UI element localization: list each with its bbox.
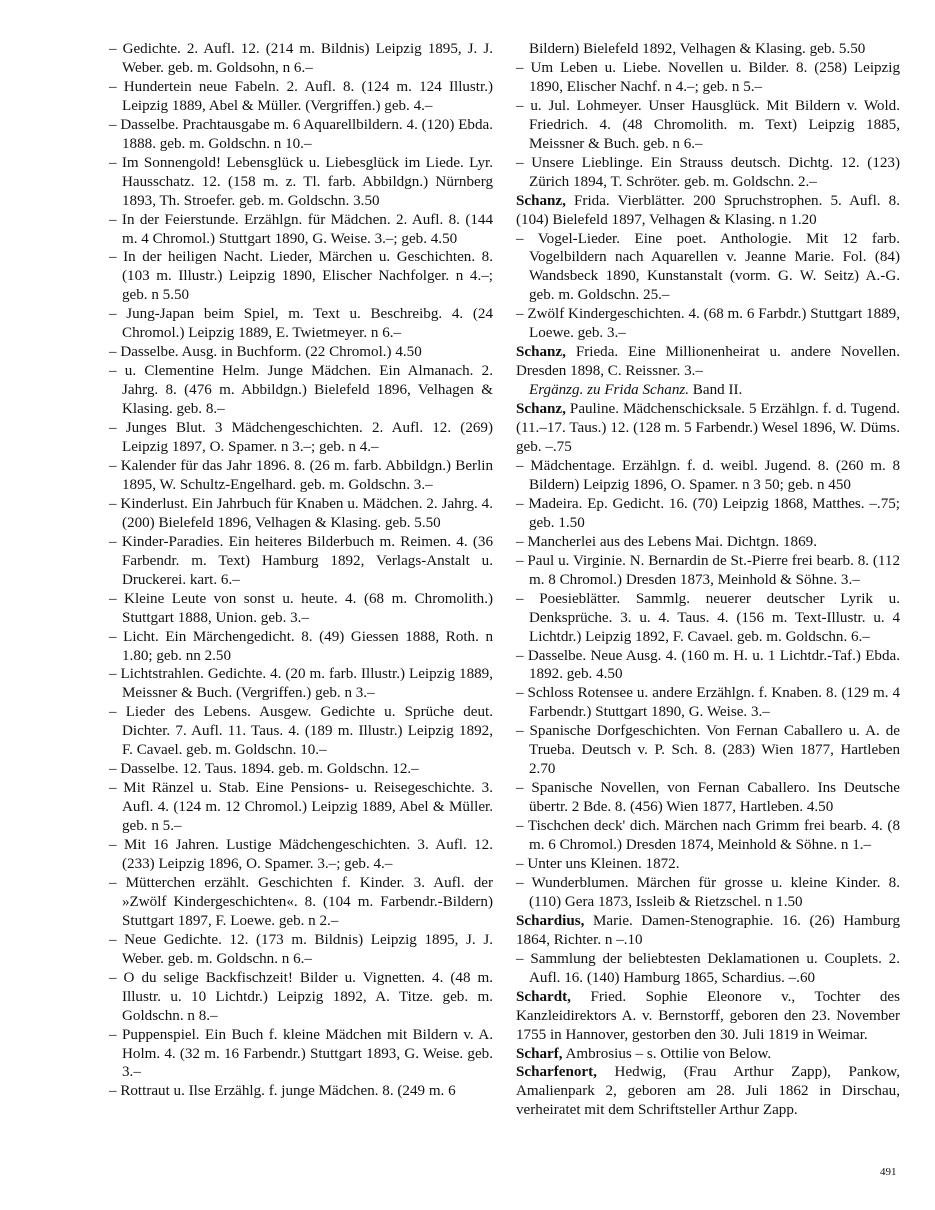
entry-text: – Kinder-Paradies. Ein heiteres Bilderbuch m. Reimen. 4. (36 Farbendr. m. Text) Hamburg 1892, Verlags-Anstalt u. Druckerei. kart. 6.– <box>109 533 493 588</box>
bibliography-entry <box>109 78 493 116</box>
author-name: Schanz, <box>516 344 566 361</box>
entry-text: – In der heiligen Nacht. Lieder, Märchen u. Geschichten. 8. (103 m. Illustr.) Leipzig 1890, Elischer Nachfolger. n 4.–; geb. n 5.50 <box>109 249 493 304</box>
bibliography-entry <box>516 343 900 381</box>
entry-text: – Zwölf Kindergeschichten. 4. (68 m. 6 Farbdr.) Stuttgart 1889, Loewe. geb. 3.– <box>516 306 900 342</box>
bibliography-entry <box>109 590 493 628</box>
entry-text: – Mit 16 Jahren. Lustige Mädchengeschichten. 3. Aufl. 12. (233) Leipzig 1896, O. Spamer. 3.–; geb. 4.– <box>109 837 493 872</box>
entry-text: – Mancherlei aus des Lebens Mai. Dichtgn. 1869. <box>516 533 817 550</box>
entry-text: – Licht. Ein Märchengedicht. 8. (49) Giessen 1888, Roth. n 1.80; geb. nn 2.50 <box>109 628 493 664</box>
entry-text: Fried. Sophie Eleonore v., Tochter des Kanzleidirektors A. v. Bernstorff, geboren den 23. November 1755 in Hannover, gestorben den 30. Juli 1819 in Weimar. <box>516 988 900 1043</box>
bibliography-entry <box>109 248 493 305</box>
entry-text: – Dasselbe. 12. Taus. 1894. geb. m. Goldschn. 12.– <box>109 761 419 778</box>
bibliography-entry <box>109 533 493 590</box>
entry-text: – Junges Blut. 3 Mädchengeschichten. 2. Aufl. 12. (269) Leipzig 1897, O. Spamer. n 3.–; geb. n 4.– <box>109 420 493 456</box>
entry-text: – Schloss Rotensee u. andere Erzählgn. f. Knaben. 8. (129 m. 4 Farbendr.) Stuttgart 1890, G. Weise. 3.– <box>516 685 900 721</box>
bibliography-entry <box>109 836 493 874</box>
bibliography-entry <box>516 1063 900 1120</box>
entry-text: – Unsere Lieblinge. Ein Strauss deutsch. Dichtg. 12. (123) Zürich 1894, T. Schröter. geb. m. Goldschn. 2.– <box>516 154 900 190</box>
entry-text: – Puppenspiel. Ein Buch f. kleine Mädchen mit Bildern v. A. Holm. 4. (32 m. 16 Farbendr.) Stuttgart 1893, G. Weise. geb. 3.– <box>109 1026 493 1081</box>
entry-text: – Dasselbe. Prachtausgabe m. 6 Aquarellbildern. 4. (120) Ebda. 1888. geb. m. Goldschn. n 10.– <box>109 116 493 152</box>
bibliography-entry <box>109 40 493 78</box>
bibliography-entry <box>109 760 493 779</box>
bibliography-entry <box>109 1026 493 1083</box>
entry-text: Marie. Damen-Stenographie. 16. (26) Hamburg 1864, Richter. n –.10 <box>516 912 900 948</box>
cross-reference: Ergänzg. zu Frida Schanz. <box>529 382 690 399</box>
bibliography-entry <box>109 969 493 1026</box>
entry-text: – Dasselbe. Neue Ausg. 4. (160 m. H. u. 1 Lichtdr.-Taf.) Ebda. 1892. geb. 4.50 <box>516 647 900 683</box>
bibliography-entry <box>109 874 493 931</box>
entry-text: Hedwig, (Frau Arthur Zapp), Pankow, Amalienpark 2, geboren am 28. Juli 1862 in Dirschau, verheiratet mit dem Schriftsteller Arthur Zapp. <box>516 1064 900 1119</box>
entry-text: – Mit Ränzel u. Stab. Eine Pensions- u. Reisegeschichte. 3. Aufl. 4. (124 m. 12 Chromol.) Leipzig 1889, Abel & Müller. geb. n 5.– <box>109 780 493 835</box>
bibliography-entry <box>516 817 900 855</box>
entry-text: – Wunderblumen. Märchen für grosse u. kleine Kinder. 8. (110) Gera 1873, Issleib & Rietzschel. n 1.50 <box>516 874 900 910</box>
bibliography-entry <box>516 305 900 343</box>
entry-text: – Spanische Novellen, von Fernan Caballero. Ins Deutsche übertr. 2 Bde. 8. (456) Wien 1877, Hartleben. 4.50 <box>516 780 900 816</box>
page-number: 491 <box>880 1166 897 1178</box>
bibliography-entry <box>109 457 493 495</box>
bibliography-entry <box>516 912 900 950</box>
author-name: Schanz, <box>516 401 566 418</box>
entry-text: Bildern) Bielefeld 1892, Velhagen & Klasing. geb. 5.50 <box>529 41 866 57</box>
entry-text: – Spanische Dorfgeschichten. Von Fernan Caballero u. A. de Trueba. Deutsch v. P. Sch. 8. (283) Wien 1877, Hartleben 2.70 <box>516 723 900 778</box>
bibliography-entry <box>109 703 493 760</box>
bibliography-entry <box>109 154 493 211</box>
entry-text: – u. Jul. Lohmeyer. Unser Hausglück. Mit Bildern v. Wold. Friedrich. 4. (48 Chromolith. m. Text) Leipzig 1885, Meissner & Buch. geb. n 6.– <box>516 97 900 152</box>
entry-text: – Mütterchen erzählt. Geschichten f. Kinder. 3. Aufl. der »Zwölf Kindergeschichten«. 8. (104 m. Farbendr.-Bildern) Stuttgart 1897, F. Loewe. geb. n 2.– <box>109 874 493 929</box>
bibliography-entry <box>516 381 900 400</box>
bibliography-entry <box>109 419 493 457</box>
bibliography-entry <box>516 97 900 154</box>
bibliography-entry <box>516 684 900 722</box>
bibliography-entry <box>109 211 493 249</box>
entry-text: – Lichtstrahlen. Gedichte. 4. (20 m. farb. Illustr.) Leipzig 1889, Meissner & Buch. (Vergriffen.) geb. n 3.– <box>109 666 493 702</box>
bibliography-entry <box>516 779 900 817</box>
bibliography-entry <box>516 647 900 685</box>
bibliography-entry <box>109 665 493 703</box>
entry-text: Pauline. Mädchenschicksale. 5 Erzählgn. f. d. Tugend. (11.–17. Taus.) 12. (128 m. 5 Farbendr.) Wesel 1896, W. Düms. geb. –.75 <box>516 401 900 456</box>
entry-text: – Paul u. Virginie. N. Bernardin de St.-Pierre frei bearb. 8. (112 m. 8 Chromol.) Dresden 1873, Meinhold & Söhne. 3.– <box>516 552 900 588</box>
bibliography-entry <box>516 874 900 912</box>
entry-text: – Poesieblätter. Sammlg. neuerer deutscher Lyrik u. Denksprüche. 3. u. 4. Taus. 4. (156 m. Text-Illustr. u. 4 Lichtdr.) Leipzig 1892, F. Cavael. geb. m. Goldschn. 6.– <box>516 590 900 645</box>
entry-text: – Kleine Leute von sonst u. heute. 4. (68 m. Chromolith.) Stuttgart 1888, Union. geb. 3.– <box>109 590 493 626</box>
entry-text: – Gedichte. 2. Aufl. 12. (214 m. Bildnis) Leipzig 1895, J. J. Weber. geb. m. Goldsohn, n 6.– <box>109 41 493 76</box>
entry-text: – Kinderlust. Ein Jahrbuch für Knaben u. Mädchen. 2. Jahrg. 4. (200) Bielefeld 1896, Velhagen & Klasing. geb. 5.50 <box>109 495 493 531</box>
bibliography-entry <box>516 722 900 779</box>
author-name: Schardt, <box>516 988 571 1005</box>
entry-text: Frida. Vierblätter. 200 Spruchstrophen. 5. Aufl. 8. (104) Bielefeld 1897, Velhagen & Klasing. n 1.20 <box>516 192 900 228</box>
entry-text: – Neue Gedichte. 12. (173 m. Bildnis) Leipzig 1895, J. J. Weber. geb. m. Goldschn. n 6.– <box>109 931 493 967</box>
bibliography-entry <box>516 154 900 192</box>
bibliography-entry <box>516 40 900 59</box>
entry-text: – Rottraut u. Ilse Erzählg. f. junge Mädchen. 8. (249 m. 6 <box>109 1083 456 1100</box>
left-column <box>109 40 493 1101</box>
entry-text: – Dasselbe. Ausg. in Buchform. (22 Chromol.) 4.50 <box>109 344 422 361</box>
entry-text: Ambrosius – s. Ottilie von Below. <box>562 1045 772 1062</box>
entry-text: – Im Sonnengold! Lebensglück u. Liebesglück im Liede. Lyr. Hausschatz. 12. (158 m. z. Tl. farb. Abbildgn.) Nürnberg 1893, Th. Stroefer. geb. m. Goldschn. 3.50 <box>109 154 493 209</box>
bibliography-entry <box>516 457 900 495</box>
entry-text: – Madeira. Ep. Gedicht. 16. (70) Leipzig 1868, Matthes. –.75; geb. 1.50 <box>516 495 900 531</box>
author-name: Scharf, <box>516 1045 563 1062</box>
bibliography-entry <box>516 192 900 230</box>
bibliography-entry <box>516 400 900 457</box>
author-name: Scharfenort, <box>516 1064 597 1081</box>
author-name: Schanz, <box>516 192 566 209</box>
bibliography-entry <box>109 305 493 343</box>
entry-text: – Um Leben u. Liebe. Novellen u. Bilder. 8. (258) Leipzig 1890, Elischer Nachf. n 4.–; geb. n 5.– <box>516 59 900 95</box>
entry-text: – u. Clementine Helm. Junge Mädchen. Ein Almanach. 2. Jahrg. 8. (476 m. Abbildgn.) Bielefeld 1896, Velhagen & Klasing. geb. 8.– <box>109 363 493 418</box>
entry-text: – In der Feierstunde. Erzählgn. für Mädchen. 2. Aufl. 8. (144 m. 4 Chromol.) Stuttgart 1890, G. Weise. 3.–; geb. 4.50 <box>109 211 493 247</box>
bibliography-entry <box>516 59 900 97</box>
bibliography-entry <box>516 950 900 988</box>
bibliography-entry <box>109 1082 493 1101</box>
bibliography-entry <box>516 590 900 647</box>
entry-text: – Lieder des Lebens. Ausgew. Gedichte u. Sprüche deut. Dichter. 7. Aufl. 11. Taus. 4. (189 m. Illustr.) Leipzig 1892, F. Cavael. geb. m. Goldschn. 10.– <box>109 704 493 759</box>
bibliography-entry <box>516 988 900 1045</box>
entry-text: Frieda. Eine Millionenheirat u. andere Novellen. Dresden 1898, C. Reissner. 3.– <box>516 344 900 380</box>
bibliography-entry <box>516 495 900 533</box>
entry-text: Band II. <box>689 382 743 399</box>
bibliography-entry <box>516 230 900 306</box>
bibliography-entry <box>516 552 900 590</box>
entry-text: – Vogel-Lieder. Eine poet. Anthologie. Mit 12 farb. Vogelbildern nach Aquarellen v. Jeanne Marie. Fol. (84) Wandsbeck 1890, Kunstanstalt (vorm. G. W. Seitz) A.-G. geb. m. Goldschn. 25.– <box>516 230 900 304</box>
entry-text: – Tischchen deck' dich. Märchen nach Grimm frei bearb. 4. (8 m. 6 Chromol.) Dresden 1874, Meinhold & Söhne. n 1.– <box>516 818 900 854</box>
author-name: Schardius, <box>516 912 585 929</box>
bibliography-entry <box>109 779 493 836</box>
bibliography-entry <box>109 628 493 666</box>
entry-text: – Hundertein neue Fabeln. 2. Aufl. 8. (124 m. 124 Illustr.) Leipzig 1889, Abel & Müller. (Vergriffen.) geb. 4.– <box>109 78 493 114</box>
bibliography-entry <box>109 362 493 419</box>
entry-text: – Mädchentage. Erzählgn. f. d. weibl. Jugend. 8. (260 m. 8 Bildern) Leipzig 1896, O. Spamer. n 3 50; geb. n 450 <box>516 457 900 493</box>
entry-text: – O du selige Backfischzeit! Bilder u. Vignetten. 4. (48 m. Illustr. u. 10 Lichtdr.) Leipzig 1892, A. Titze. geb. m. Goldschn. n 8.– <box>109 969 493 1024</box>
bibliography-entry <box>109 116 493 154</box>
bibliography-entry <box>109 495 493 533</box>
bibliography-entry <box>516 1045 900 1064</box>
bibliography-entry <box>516 533 900 552</box>
entry-text: – Jung-Japan beim Spiel, m. Text u. Beschreibg. 4. (24 Chromol.) Leipzig 1889, E. Twietmeyer. n 6.– <box>109 306 493 342</box>
bibliography-entry <box>109 343 493 362</box>
entry-text: – Sammlung der beliebtesten Deklamationen u. Couplets. 2. Aufl. 16. (140) Hamburg 1865, Schardius. –.60 <box>516 950 900 986</box>
entry-text: – Unter uns Kleinen. 1872. <box>516 855 680 872</box>
entry-text: – Kalender für das Jahr 1896. 8. (26 m. farb. Abbildgn.) Berlin 1895, W. Schultz-Engelhard. geb. m. Goldschn. 3.– <box>109 457 493 493</box>
bibliography-entry <box>109 931 493 969</box>
right-column <box>516 40 900 1120</box>
bibliography-entry <box>516 855 900 874</box>
